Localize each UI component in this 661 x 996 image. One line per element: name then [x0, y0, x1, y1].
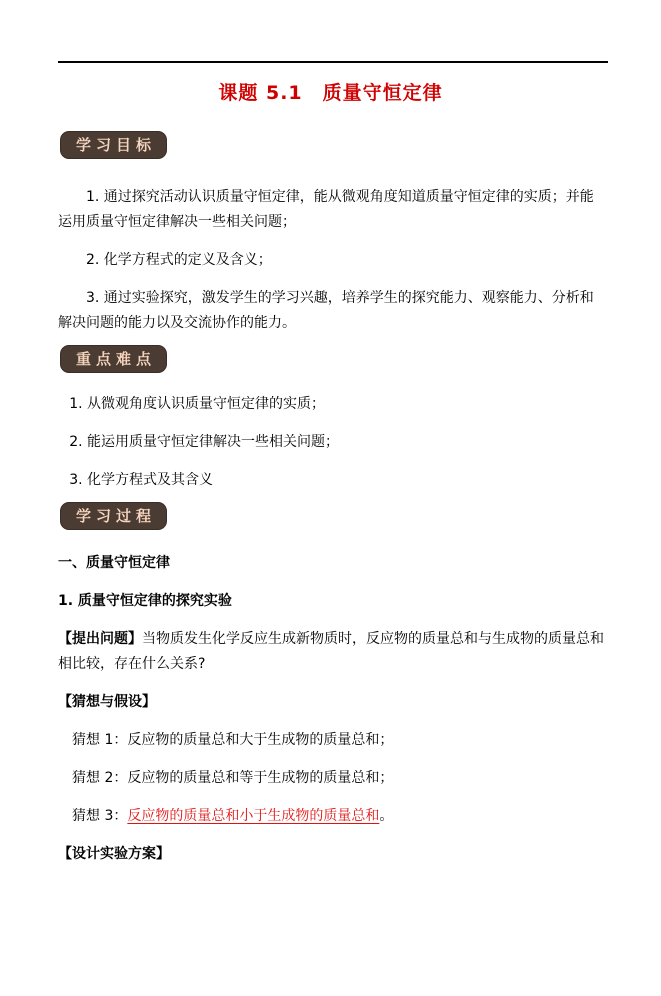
guess-3-answer-text: 反应物的质量总和小于生成物的质量总和	[127, 808, 380, 824]
process-heading-law: 一、质量守恒定律	[58, 555, 170, 571]
badge-learning-objectives: 学习目标	[60, 131, 167, 159]
guess-2-prefix: 猜想 2：	[72, 770, 128, 786]
objective-item-2: 2. 化学方程式的定义及含义；	[86, 252, 272, 268]
badge-learning-process: 学习过程	[60, 502, 167, 530]
key-point-item-1: 1. 从微观角度认识质量守恒定律的实质；	[69, 396, 325, 412]
design-experiment-label: 【设计实验方案】	[58, 846, 170, 862]
objective-item-1: 1. 通过探究活动认识质量守恒定律，能从微观角度知道质量守恒定律的实质；并能运用质量守恒定律解决一些相关问题；	[58, 189, 594, 230]
objectives-section	[58, 185, 607, 336]
guess-item-2	[58, 766, 607, 791]
question-paragraph	[58, 627, 607, 677]
page-title: 课题 5.1 质量守恒定律	[218, 82, 443, 104]
guess-3-prefix: 猜想 3：	[72, 808, 128, 824]
document-page	[0, 61, 661, 996]
guess-item-3	[58, 804, 607, 829]
guess-item-1	[58, 728, 607, 753]
objective-item-3: 3. 通过实验探究，激发学生的学习兴趣，培养学生的探究能力、观察能力、分析和解决问题的能力以及交流协作的能力。	[58, 290, 594, 331]
key-point-item-2: 2. 能运用质量守恒定律解决一些相关问题；	[69, 434, 339, 450]
guess-3-suffix: 。	[379, 808, 394, 824]
guess-2-text: 反应物的质量总和等于生成物的质量总和；	[127, 770, 394, 786]
header-rule	[58, 61, 608, 63]
guess-1-prefix: 猜想 1：	[72, 732, 128, 748]
hypothesis-label: 【猜想与假设】	[58, 694, 156, 710]
process-heading-experiment: 1. 质量守恒定律的探究实验	[58, 593, 232, 609]
key-point-item-3: 3. 化学方程式及其含义	[69, 472, 213, 488]
question-label: 【提出问题】	[58, 631, 142, 647]
guess-1-text: 反应物的质量总和大于生成物的质量总和；	[127, 732, 394, 748]
question-text: 当物质发生化学反应生成新物质时，反应物的质量总和与生成物的质量总和相比较，存在什么关系?	[58, 631, 604, 672]
badge-key-points: 重点难点	[60, 345, 167, 373]
learning-process-section	[58, 551, 607, 867]
key-points-section	[58, 392, 607, 493]
